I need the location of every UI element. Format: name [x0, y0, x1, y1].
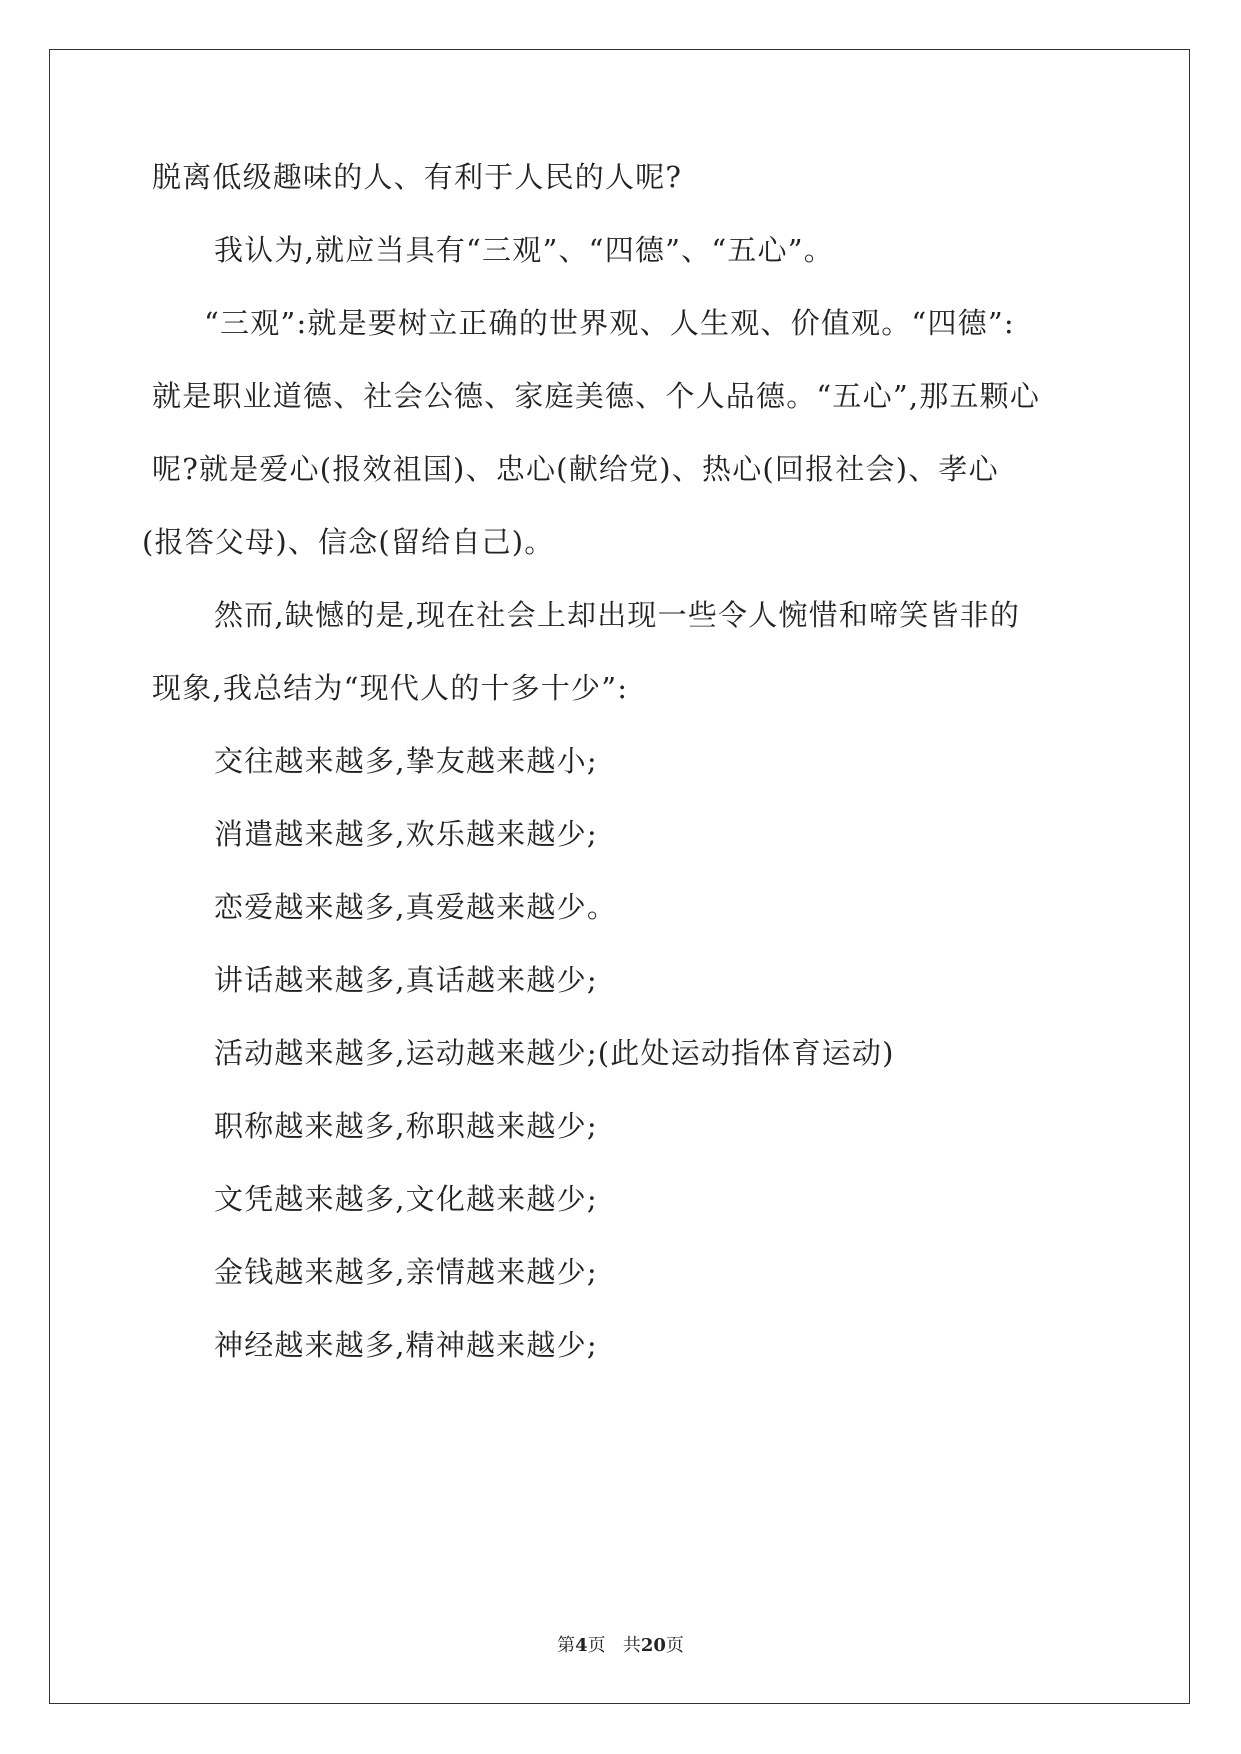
text-line: 脱离低级趣味的人、有利于人民的人呢?: [152, 160, 683, 194]
footer-page-prefix: 第: [557, 1635, 576, 1656]
text-line: 我认为,就应当具有“三观”、“四德”、“五心”。: [214, 233, 834, 267]
text-line: 交往越来越多,挚友越来越小;: [214, 744, 598, 778]
text-line: 讲话越来越多,真话越来越少;: [214, 963, 598, 997]
footer-total-pages: 20: [640, 1635, 666, 1656]
text-line: “三观”:就是要树立正确的世界观、人生观、价值观。“四德”:: [204, 306, 1015, 340]
text-line: 职称越来越多,称职越来越少;: [214, 1109, 598, 1143]
footer-page-number: 4: [575, 1635, 588, 1656]
text-line: (报答父母)、信念(留给自己)。: [142, 525, 555, 559]
footer-total-prefix: 共: [622, 1635, 641, 1656]
footer-page-suffix: 页: [587, 1635, 606, 1656]
text-line: 就是职业道德、社会公德、家庭美德、个人品德。“五心”,那五颗心: [152, 379, 1041, 413]
text-line: 恋爱越来越多,真爱越来越少。: [214, 890, 618, 924]
text-line: 神经越来越多,精神越来越少;: [214, 1328, 598, 1362]
page-border: [49, 49, 1190, 1704]
text-line: 现象,我总结为“现代人的十多十少”:: [152, 671, 629, 705]
page-footer: [0, 1631, 1241, 1657]
text-line: 活动越来越多,运动越来越少;(此处运动指体育运动): [214, 1036, 895, 1070]
text-line: 呢?就是爱心(报效祖国)、忠心(献给党)、热心(回报社会)、孝心: [152, 452, 999, 486]
text-line: 金钱越来越多,亲情越来越少;: [214, 1255, 598, 1289]
footer-total-suffix: 页: [665, 1635, 684, 1656]
text-line: 消遣越来越多,欢乐越来越少;: [214, 817, 598, 851]
text-line: 文凭越来越多,文化越来越少;: [214, 1182, 598, 1216]
text-line: 然而,缺憾的是,现在社会上却出现一些令人惋惜和啼笑皆非的: [214, 598, 1021, 632]
